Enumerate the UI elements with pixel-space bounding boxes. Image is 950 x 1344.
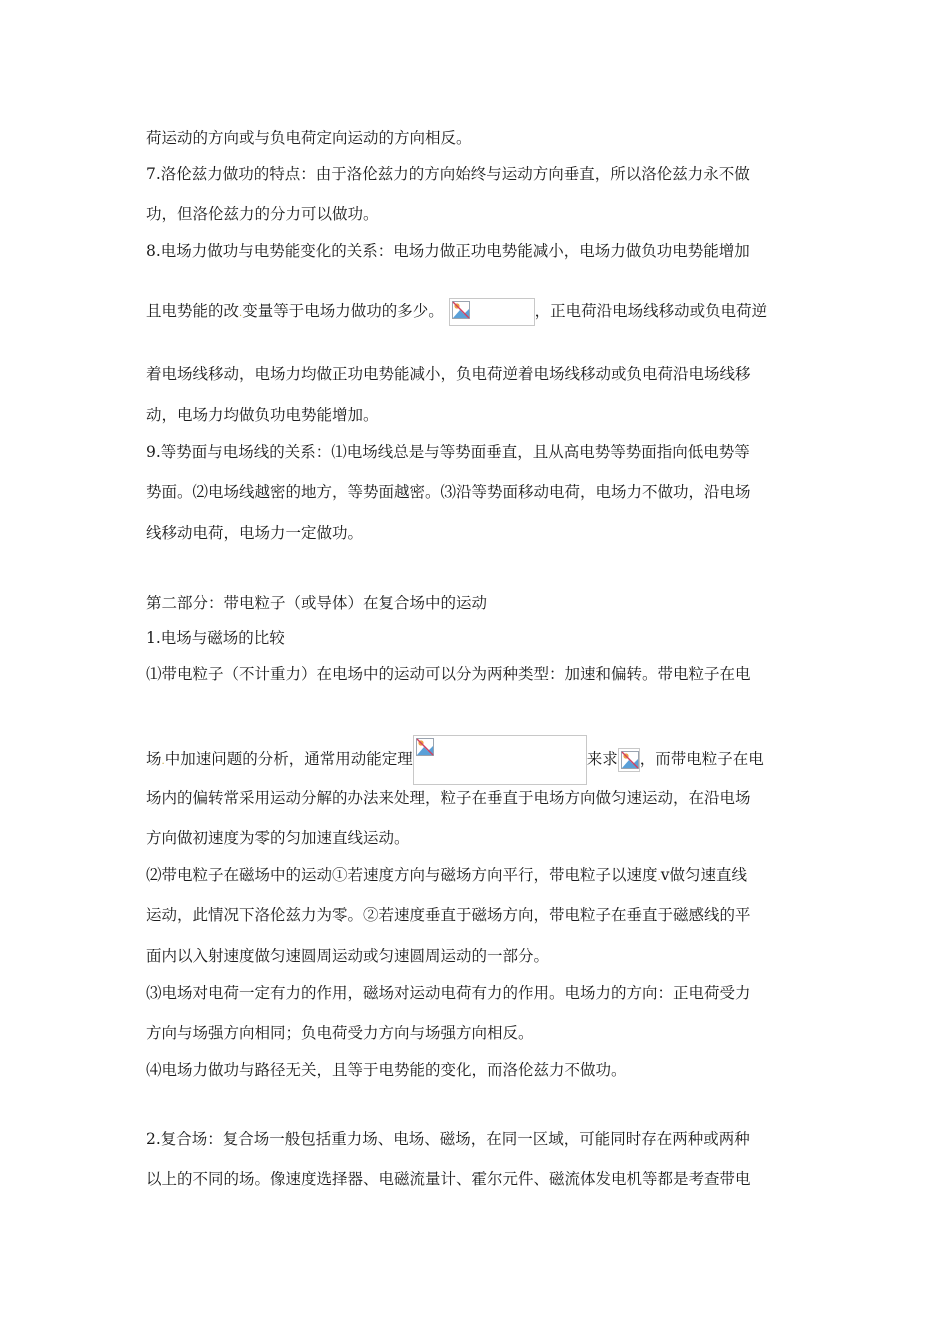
broken-image-icon: [621, 751, 639, 769]
formula-image: [449, 298, 535, 326]
text-line: 着电场线移动，电场力均做正功电势能减小，负电荷逆着电场线移动或负电荷沿电场线移: [146, 365, 751, 383]
text-line: 势面。⑵电场线越密的地方，等势面越密。⑶沿等势面移动电荷，电场力不做功，沿电场: [146, 483, 751, 501]
text-segment: 场: [146, 750, 162, 768]
text-line: [146, 298, 767, 326]
text-segment: ⑵带电粒子在磁场中的运动①若速度方向与磁场方向平行，带电粒子以速度: [146, 866, 658, 884]
text-line: 运动，此情况下洛伦兹力为零。②若速度垂直于磁场方向，带电粒子在垂直于磁感线的平: [146, 906, 751, 924]
text-line: 面内以入射速度做匀速圆周运动或匀速圆周运动的一部分。: [146, 947, 550, 965]
text-line: 功，但洛伦兹力的分力可以做功。: [146, 205, 379, 223]
text-line: 以上的不同的场。像速度选择器、电磁流量计、霍尔元件、磁流体发电机等都是考查带电: [146, 1170, 751, 1188]
text-line: 场内的偏转常采用运动分解的办法来处理，粒子在垂直于电场方向做匀速运动，在沿电场: [146, 789, 751, 807]
text-segment: 做匀速直线: [669, 866, 747, 884]
text-segment: 变量等于电场力做功的多少。: [242, 302, 444, 320]
formula-image: [618, 748, 640, 772]
broken-image-icon: [416, 738, 434, 756]
text-line: ⑴带电粒子（不计重力）在电场中的运动可以分为两种类型：加速和偏转。带电粒子在电: [146, 665, 751, 683]
text-segment: 来求: [586, 750, 618, 768]
text-line: 方向做初速度为零的匀加速直线运动。: [146, 829, 410, 847]
velocity-symbol: v: [660, 866, 670, 884]
text-line: ⑷电场力做功与路径无关，且等于电势能的变化，而洛伦兹力不做功。: [146, 1061, 627, 1079]
text-line: 线移动电荷，电场力一定做功。: [146, 524, 364, 542]
text-line: 8.电场力做功与电势能变化的关系：电场力做正功电势能减小，电场力做负功电势能增加: [146, 242, 750, 260]
text-line: ⑶电场对电荷一定有力的作用，磁场对运动电荷有力的作用。电场力的方向：正电荷受力: [146, 984, 751, 1002]
marker-dot: .: [161, 756, 165, 767]
marker-dot: .: [239, 308, 243, 319]
text-line: [146, 865, 747, 888]
section-heading: 第二部分：带电粒子（或导体）在复合场中的运动: [146, 594, 488, 612]
text-line: 7.洛伦兹力做功的特点：由于洛伦兹力的方向始终与运动方向垂直，所以洛伦兹力永不做: [146, 165, 750, 183]
text-segment: 且电势能的改: [146, 302, 240, 320]
text-line: 2.复合场：复合场一般包括重力场、电场、磁场，在同一区域，可能同时存在两种或两种: [146, 1130, 750, 1148]
formula-image: [413, 735, 587, 785]
marker-dot: .: [657, 872, 661, 883]
text-segment: ，而带电粒子在电: [639, 750, 764, 768]
text-line: 动，电场力均做负功电势能增加。: [146, 406, 379, 424]
text-line: 荷运动的方向或与负电荷定向运动的方向相反。: [146, 129, 472, 147]
text-segment: 中加速问题的分析，通常用动能定理: [164, 750, 413, 768]
text-line: [146, 735, 764, 785]
text-segment: ，正电荷沿电场线移动或负电荷逆: [534, 302, 768, 320]
text-line: 9.等势面与电场线的关系：⑴电场线总是与等势面垂直，且从高电势等势面指向低电势等: [146, 443, 750, 461]
broken-image-icon: [452, 301, 470, 319]
text-line: 1.电场与磁场的比较: [146, 629, 285, 647]
text-line: 方向与场强方向相同；负电荷受力方向与场强方向相反。: [146, 1024, 534, 1042]
